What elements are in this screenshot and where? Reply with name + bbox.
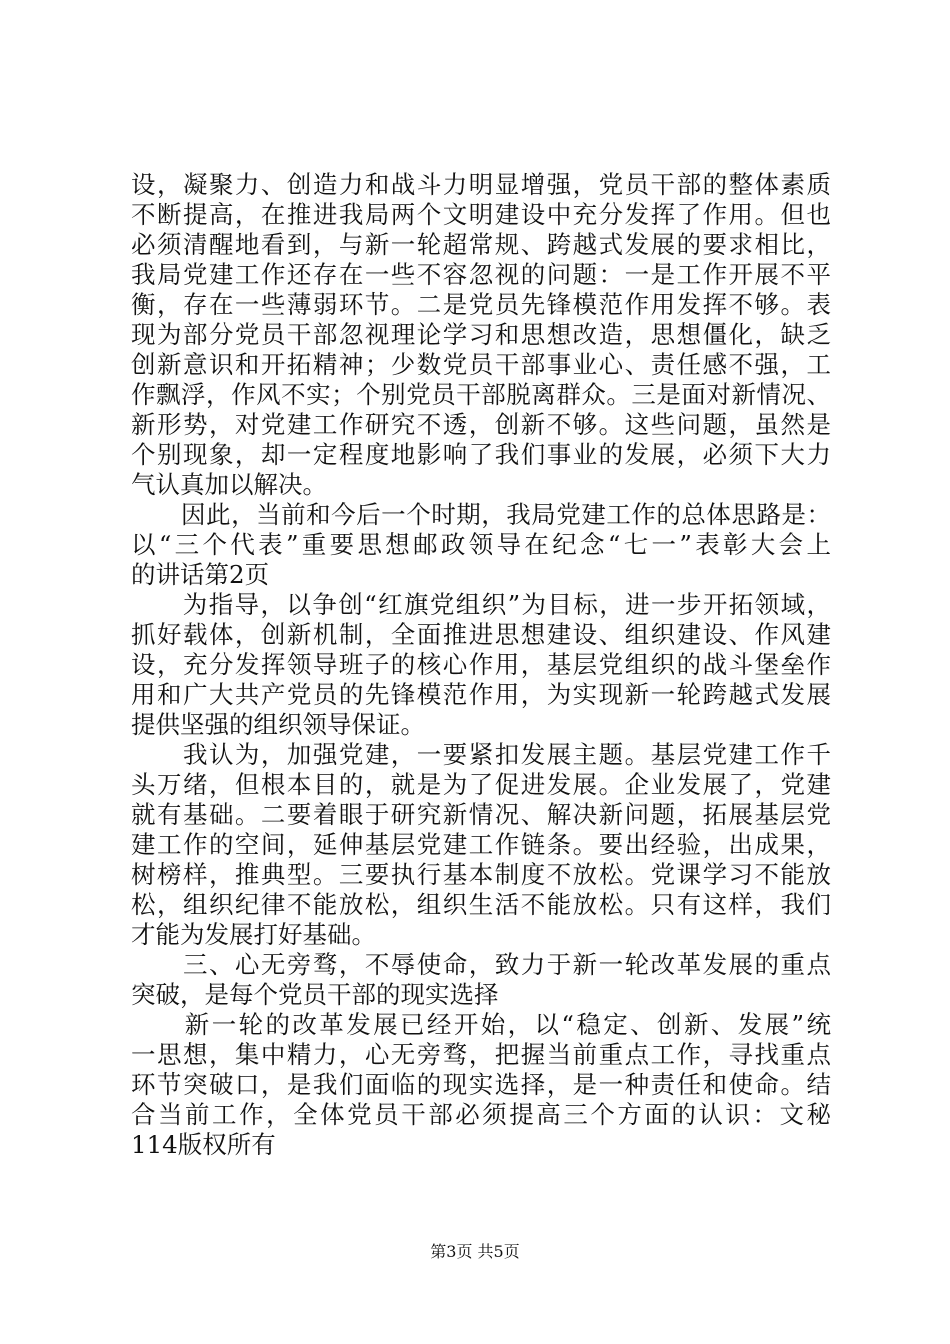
text-line: 三、心无旁骛，不辱使命，致力于新一轮改革发展的重点 <box>131 950 831 979</box>
text-line: 以“三个代表”重要思想邮政领导在纪念“七一”表彰大会上 <box>131 530 831 559</box>
page-number-footer: 第3页 共5页 <box>430 1242 520 1261</box>
text-line: 环节突破口，是我们面临的现实选择，是一种责任和使命。结 <box>131 1070 831 1099</box>
text-line: 合当前工作，全体党员干部必须提高三个方面的认识：文秘 <box>131 1100 831 1129</box>
text-line: 建工作的空间，延伸基层党建工作链条。要出经验，出成果， <box>131 830 831 859</box>
text-line: 我局党建工作还存在一些不容忽视的问题：一是工作开展不平 <box>131 260 831 289</box>
text-line: 个别现象，却一定程度地影响了我们事业的发展，必须下大力 <box>131 440 831 469</box>
text-line: 新一轮的改革发展已经开始，以“稳定、创新、发展”统 <box>131 1010 831 1039</box>
text-line: 设，充分发挥领导班子的核心作用，基层党组织的战斗堡垒作 <box>131 650 831 679</box>
text-line: 114版权所有 <box>131 1130 276 1159</box>
text-line: 突破，是每个党员干部的现实选择 <box>131 980 499 1009</box>
text-line: 必须清醒地看到，与新一轮超常规、跨越式发展的要求相比， <box>131 230 831 259</box>
text-line: 的讲话第2页 <box>131 560 270 589</box>
text-line: 因此，当前和今后一个时期，我局党建工作的总体思路是： <box>131 500 831 529</box>
text-line: 新形势，对党建工作研究不透，创新不够。这些问题，虽然是 <box>131 410 831 439</box>
text-line: 提供坚强的组织领导保证。 <box>131 710 425 739</box>
text-line: 树榜样，推典型。三要执行基本制度不放松。党课学习不能放 <box>131 860 831 889</box>
text-line: 就有基础。二要着眼于研究新情况、解决新问题，拓展基层党 <box>131 800 831 829</box>
text-line: 用和广大共产党员的先锋模范作用，为实现新一轮跨越式发展 <box>131 680 831 709</box>
text-line: 创新意识和开拓精神；少数党员干部事业心、责任感不强，工 <box>131 350 831 379</box>
text-line: 设，凝聚力、创造力和战斗力明显增强，党员干部的整体素质 <box>131 170 831 199</box>
text-line: 我认为，加强党建，一要紧扣发展主题。基层党建工作千 <box>131 740 831 769</box>
text-line: 气认真加以解决。 <box>131 470 327 499</box>
text-line: 松，组织纪律不能放松，组织生活不能放松。只有这样，我们 <box>131 890 831 919</box>
text-line: 作飘浮，作风不实；个别党员干部脱离群众。三是面对新情况、 <box>131 380 831 409</box>
text-line: 头万绪，但根本目的，就是为了促进发展。企业发展了，党建 <box>131 770 831 799</box>
text-line: 为指导，以争创“红旗党组织”为目标，进一步开拓领域， <box>131 590 831 619</box>
text-line: 衡，存在一些薄弱环节。二是党员先锋模范作用发挥不够。表 <box>131 290 831 319</box>
text-line: 现为部分党员干部忽视理论学习和思想改造，思想僵化，缺乏 <box>131 320 831 349</box>
text-line: 才能为发展打好基础。 <box>131 920 376 949</box>
text-line: 抓好载体，创新机制，全面推进思想建设、组织建设、作风建 <box>131 620 831 649</box>
text-line: 一思想，集中精力，心无旁骛，把握当前重点工作，寻找重点 <box>131 1040 831 1069</box>
text-line: 不断提高，在推进我局两个文明建设中充分发挥了作用。但也 <box>131 200 831 229</box>
